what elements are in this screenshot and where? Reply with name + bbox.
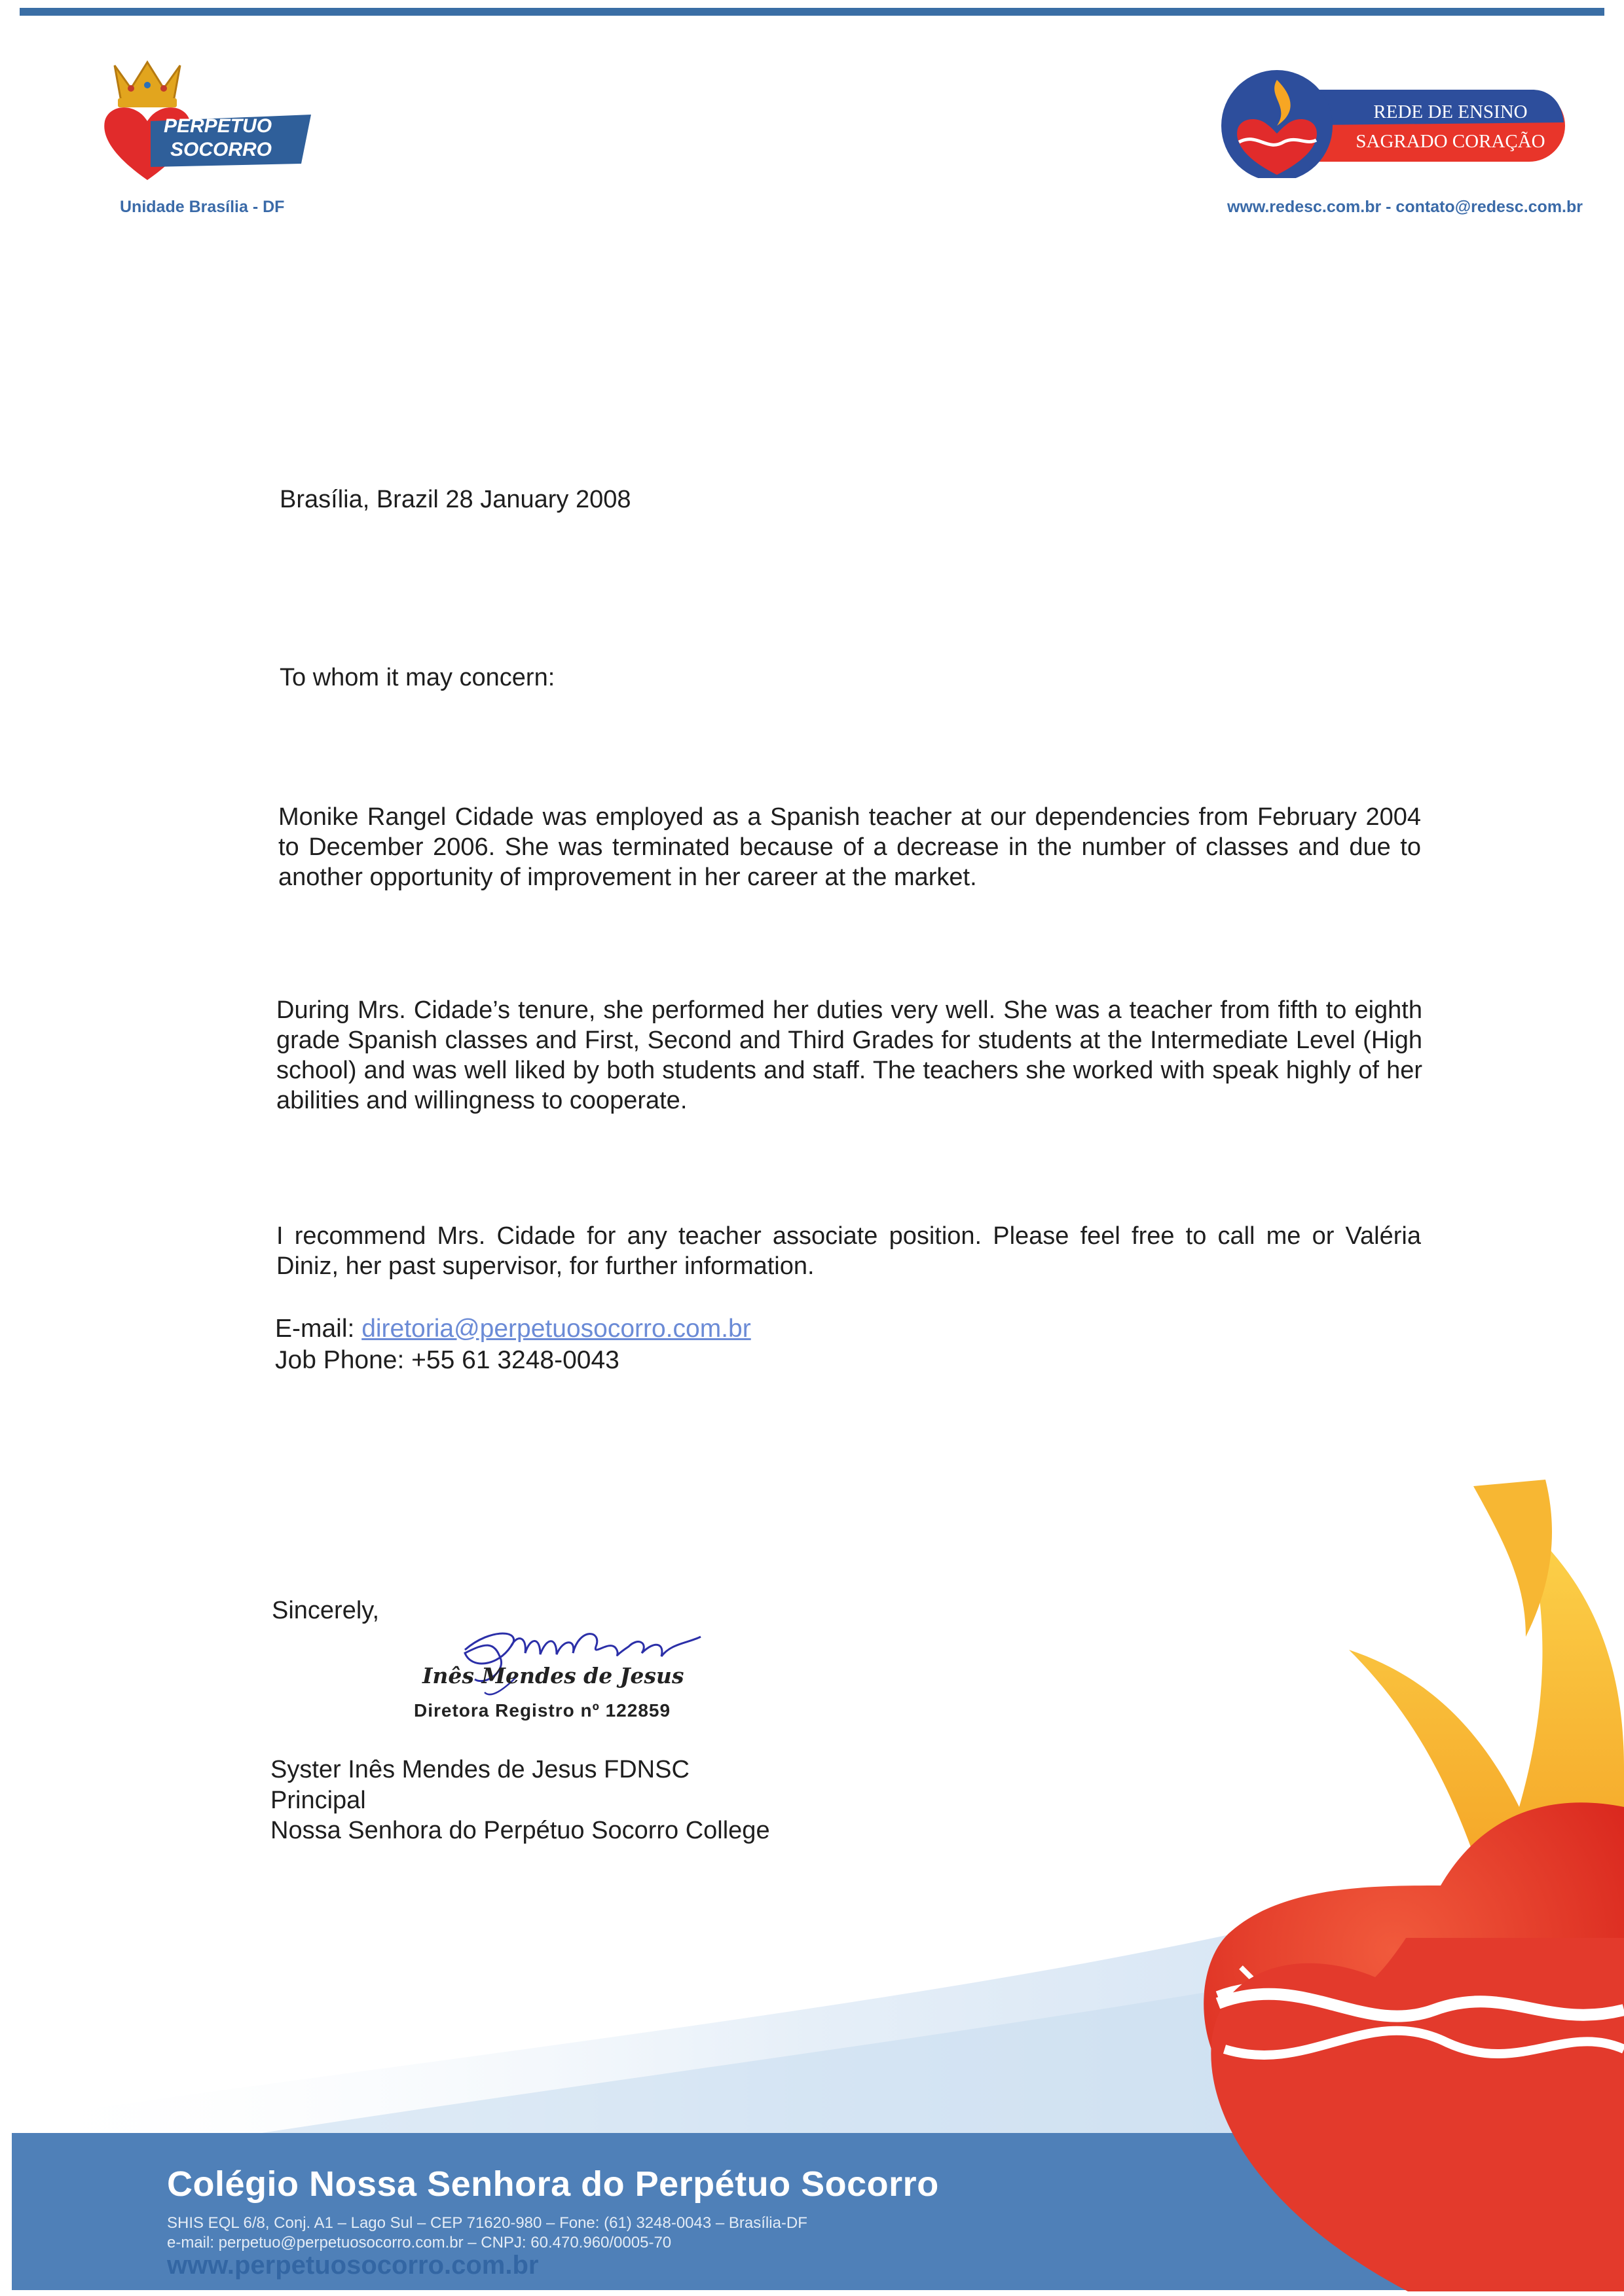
- flaming-heart-logo-icon: [1218, 60, 1572, 178]
- email-link[interactable]: diretoria@perpetuosocorro.com.br: [361, 1315, 751, 1343]
- closing: Sincerely,: [272, 1597, 380, 1624]
- paragraph-employment: Monike Rangel Cidade was employed as a Spanish teacher at our dependencies from February 2004 to December 2006. She was terminated because of a decrease in the number of classes and due to another opportunity of improvement in her career at the market.: [278, 803, 1421, 891]
- svg-text:REDE DE ENSINO: REDE DE ENSINO: [1373, 101, 1528, 122]
- network-contact: www.redesc.com.br - contato@redesc.com.br: [1227, 198, 1583, 216]
- date-line: Brasília, Brazil 28 January 2008: [280, 486, 631, 513]
- stamp-name: Inês Mendes de Jesus: [422, 1663, 684, 1688]
- salutation: To whom it may concern:: [280, 664, 555, 691]
- signer-organization: Nossa Senhora do Perpétuo Socorro College: [270, 1817, 770, 1844]
- svg-text:PERPÉTUO: PERPÉTUO: [164, 115, 272, 137]
- svg-text:SAGRADO CORAÇÃO: SAGRADO CORAÇÃO: [1356, 131, 1545, 152]
- crown-heart-logo-icon: [101, 52, 318, 196]
- footer-heart-icon: [1192, 1938, 1624, 2291]
- phone-line: Job Phone: +55 61 3248-0043: [275, 1346, 619, 1374]
- footer-email-cnpj: e-mail: perpetuo@perpetuosocorro.com.br – CNPJ: 60.470.960/0005-70: [167, 2234, 672, 2251]
- paragraph-recommendation: I recommend Mrs. Cidade for any teacher associate position. Please feel free to call me or Valéria Diniz, her past supervisor, for further information.: [276, 1222, 1421, 1280]
- stamp-registry: Diretora Registro nº 122859: [414, 1700, 671, 1721]
- footer-address: SHIS EQL 6/8, Conj. A1 – Lago Sul – CEP 71620-980 – Fone: (61) 3248-0043 – Brasília-DF: [167, 2214, 807, 2232]
- paragraph-tenure: During Mrs. Cidade’s tenure, she performed her duties very well. She was a teacher from fifth to eighth grade Spanish classes and First, Second and Third Grades for students at the Intermediate Level (High school) and was well liked by both students and staff. The teachers she worked with speak highly of her abilities and willingness to cooperate.: [276, 996, 1422, 1114]
- signer-name: Syster Inês Mendes de Jesus FDNSC: [270, 1756, 690, 1783]
- unit-label: Unidade Brasília - DF: [120, 198, 285, 216]
- svg-text:SOCORRO: SOCORRO: [170, 139, 272, 160]
- footer-website[interactable]: www.perpetuosocorro.com.br: [167, 2251, 539, 2280]
- signer-title: Principal: [270, 1787, 366, 1814]
- email-line: [275, 1314, 1418, 1344]
- footer-title: Colégio Nossa Senhora do Perpétuo Socorro: [167, 2164, 939, 2204]
- email-label: E-mail:: [275, 1315, 362, 1343]
